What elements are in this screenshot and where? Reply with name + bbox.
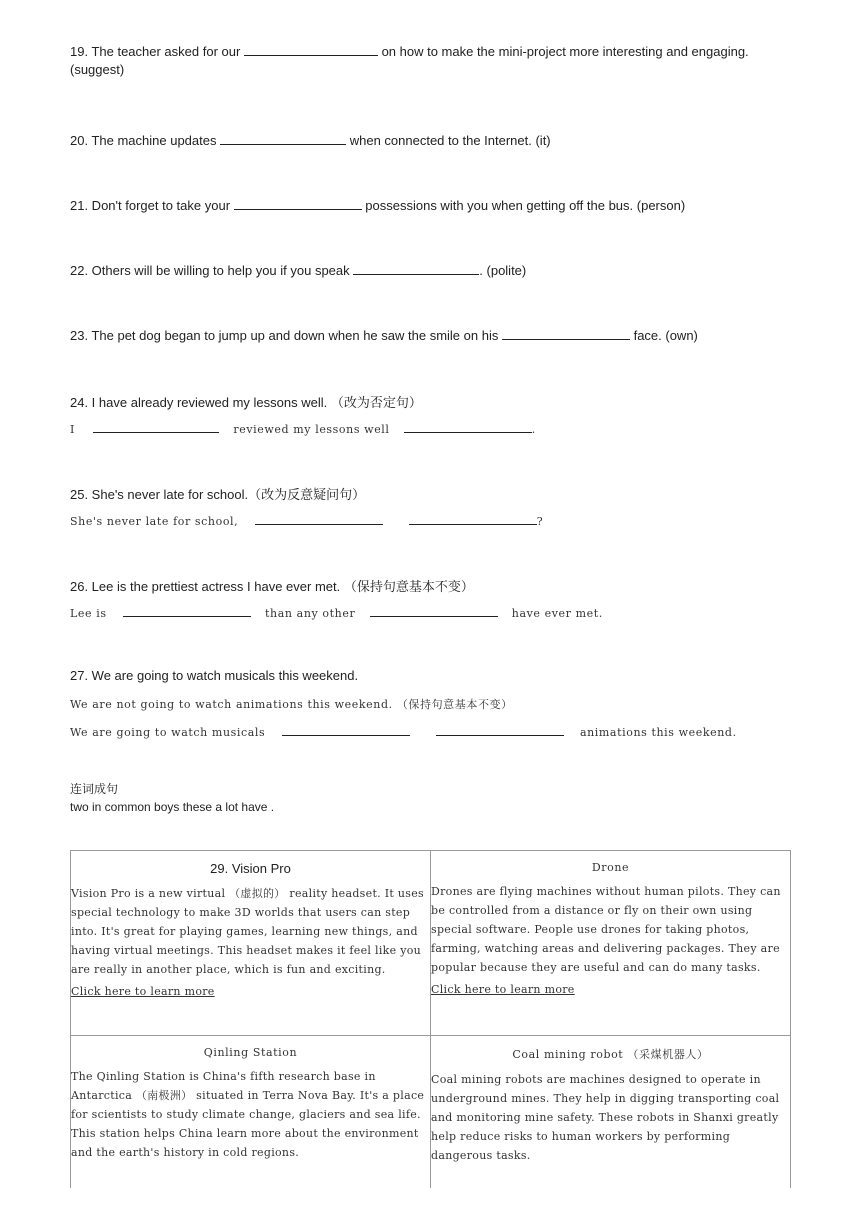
question-26-answer (70, 604, 603, 620)
question-26-prompt: 26. Lee is the prettiest actress I have ever met. （保持句意基本不变） (70, 579, 474, 594)
word-order-words: two in common boys these a lot have . (70, 800, 275, 814)
q24-part-a: I (70, 423, 75, 436)
q26-part-a: Lee is (70, 607, 107, 620)
q24-blank-1[interactable] (93, 420, 219, 433)
learn-more-link[interactable]: Click here to learn more (431, 983, 575, 996)
question-27-line1: We are not going to watch animations this weekend. （保持句意基本不变） (70, 698, 513, 711)
card-title: Drone (591, 861, 630, 874)
q20-text-before: 20. The machine updates (70, 133, 217, 148)
q21-text-after: possessions with you when getting off the bus. (person) (365, 198, 686, 213)
question-22 (70, 262, 526, 278)
q27-blank-1[interactable] (282, 723, 410, 736)
question-23 (70, 327, 698, 343)
q26-part-b: than any other (265, 607, 356, 620)
q22-answer-blank[interactable] (353, 262, 479, 275)
q26-blank-2[interactable] (370, 604, 498, 617)
card-body: Drones are flying machines without human pilots. They can be controlled from a distance or fly on their own using special software. People use drones for taking photos, farming, watching areas and delivering packages. They are popular because they are useful and can do many tasks. (431, 885, 781, 974)
q20-answer-blank[interactable] (220, 132, 346, 145)
q24-end: . (531, 423, 536, 436)
question-19 (70, 43, 749, 59)
card-vision-pro (71, 851, 431, 1036)
card-body: The Qinling Station is China's fifth research base in Antarctica （南极洲） situated in Terra Nova Bay. It's a place for scientists to study climate change, glaciers and sea life. This station helps China learn more about the environment and the earth's history in cold regions. (71, 1070, 425, 1159)
info-cards-table (70, 850, 791, 1188)
card-qinling-station (71, 1036, 431, 1188)
q23-text-before: 23. The pet dog began to jump up and down when he saw the smile on his (70, 328, 499, 343)
q21-text-before: 21. Don't forget to take your (70, 198, 231, 213)
card-drone (431, 851, 791, 1036)
question-25-prompt: 25. She's never late for school.（改为反意疑问句） (70, 487, 366, 502)
q24-part-b: reviewed my lessons well (233, 423, 390, 436)
q25-end: ? (536, 515, 544, 528)
q25-blank-1[interactable] (255, 512, 383, 525)
q27-part-a: We are going to watch musicals (70, 726, 266, 739)
learn-more-link[interactable]: Click here to learn more (71, 985, 215, 998)
q26-blank-1[interactable] (123, 604, 251, 617)
card-title: Qinling Station (203, 1046, 298, 1059)
question-25-answer (70, 512, 543, 528)
q23-answer-blank[interactable] (502, 327, 630, 340)
q27-blank-2[interactable] (436, 723, 564, 736)
q25-part-a: She's never late for school, (70, 515, 239, 528)
q20-text-after: when connected to the Internet. (it) (349, 133, 551, 148)
word-order-heading: 连词成句 (70, 782, 119, 796)
q25-blank-2[interactable] (409, 512, 537, 525)
card-title: Coal mining robot （采煤机器人） (512, 1048, 709, 1061)
q19-text-after: on how to make the mini-project more interesting and engaging. (381, 44, 749, 59)
card-body: Vision Pro is a new virtual （虚拟的） reality headset. It uses special technology to make 3D worlds that users can step into. It's great for playing games, learning new things, and having virtual meetings. This headset makes it feel like you are really in another place, which is fun and exciting. (71, 887, 425, 976)
q19-answer-blank[interactable] (244, 43, 378, 56)
question-21 (70, 197, 685, 213)
card-title: 29. Vision Pro (210, 861, 291, 876)
question-27-prompt: 27. We are going to watch musicals this weekend. (70, 668, 359, 683)
q19-text-before: 19. The teacher asked for our (70, 44, 241, 59)
question-24-prompt: 24. I have already reviewed my lessons well. （改为否定句） (70, 395, 422, 410)
q19-hint: (suggest) (70, 62, 125, 77)
card-coal-mining-robot (431, 1036, 791, 1188)
q22-text-after: . (polite) (479, 263, 527, 278)
q26-part-c: have ever met. (511, 607, 603, 620)
question-24-answer (70, 420, 536, 436)
q21-answer-blank[interactable] (234, 197, 362, 210)
q27-end: animations this weekend. (579, 726, 737, 739)
card-body: Coal mining robots are machines designed to operate in underground mines. They help in digging transporting coal and monitoring mine safety. These robots in Shanxi greatly help reduce risks to human workers by performing dangerous tasks. (431, 1073, 780, 1162)
q22-text-before: 22. Others will be willing to help you if you speak (70, 263, 350, 278)
q23-text-after: face. (own) (633, 328, 698, 343)
question-20 (70, 132, 551, 148)
q24-blank-2[interactable] (404, 420, 532, 433)
question-27-answer (70, 723, 737, 739)
